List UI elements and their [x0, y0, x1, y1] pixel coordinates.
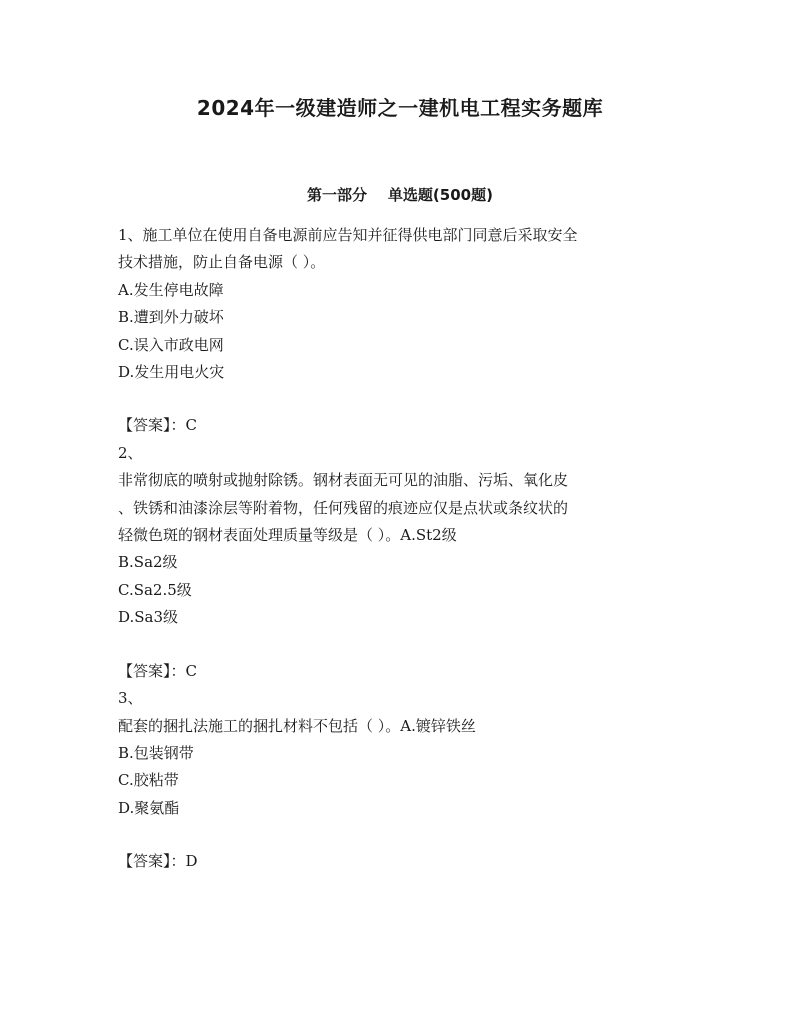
option-c: C.胶粘带 [118, 771, 179, 790]
option-d: D.聚氨酯 [118, 798, 180, 817]
document-title: 2024年一级建造师之一建机电工程实务题库 [196, 96, 604, 120]
question-block [118, 685, 683, 875]
question-stem: 轻微色斑的钢材表面处理质量等级是（ ）。A.St2级 [118, 526, 457, 545]
question-block [118, 440, 683, 685]
answer-label: 【答案】：C [118, 661, 197, 680]
question-stem: 、铁锈和油漆涂层等附着物，任何残留的痕迹应仅是点状或条纹状的 [118, 498, 569, 517]
option-b: B.包装钢带 [118, 743, 194, 762]
answer-label: 【答案】：D [118, 852, 198, 871]
spacer [118, 386, 683, 412]
question-number: 3、 [118, 689, 143, 708]
answer-label: 【答案】：C [118, 416, 197, 435]
question-number: 2、 [118, 443, 143, 462]
option-a: A.发生停电故障 [118, 280, 224, 299]
question-stem: 1、施工单位在使用自备电源前应告知并征得供电部门同意后采取安全 [118, 226, 578, 244]
option-b: B.Sa2级 [118, 553, 178, 572]
spacer [118, 632, 683, 658]
question-stem: 技术措施，防止自备电源（ ）。 [118, 253, 326, 272]
option-b: B.遭到外力破坏 [118, 308, 224, 327]
option-d: D.Sa3级 [118, 608, 179, 627]
section-heading: 第一部分 单选题(500题) [307, 186, 493, 204]
question-stem: 配套的捆扎法施工的捆扎材料不包括（ ）。A.镀锌铁丝 [118, 716, 476, 735]
spacer [118, 822, 683, 848]
option-d: D.发生用电火灾 [118, 363, 225, 382]
option-c: C.Sa2.5级 [118, 580, 192, 599]
question-block [118, 222, 683, 440]
question-list [118, 222, 683, 876]
question-stem: 非常彻底的喷射或抛射除锈。钢材表面无可见的油脂、污垢、氧化皮 [118, 471, 569, 490]
option-c: C.误入市政电网 [118, 335, 224, 354]
